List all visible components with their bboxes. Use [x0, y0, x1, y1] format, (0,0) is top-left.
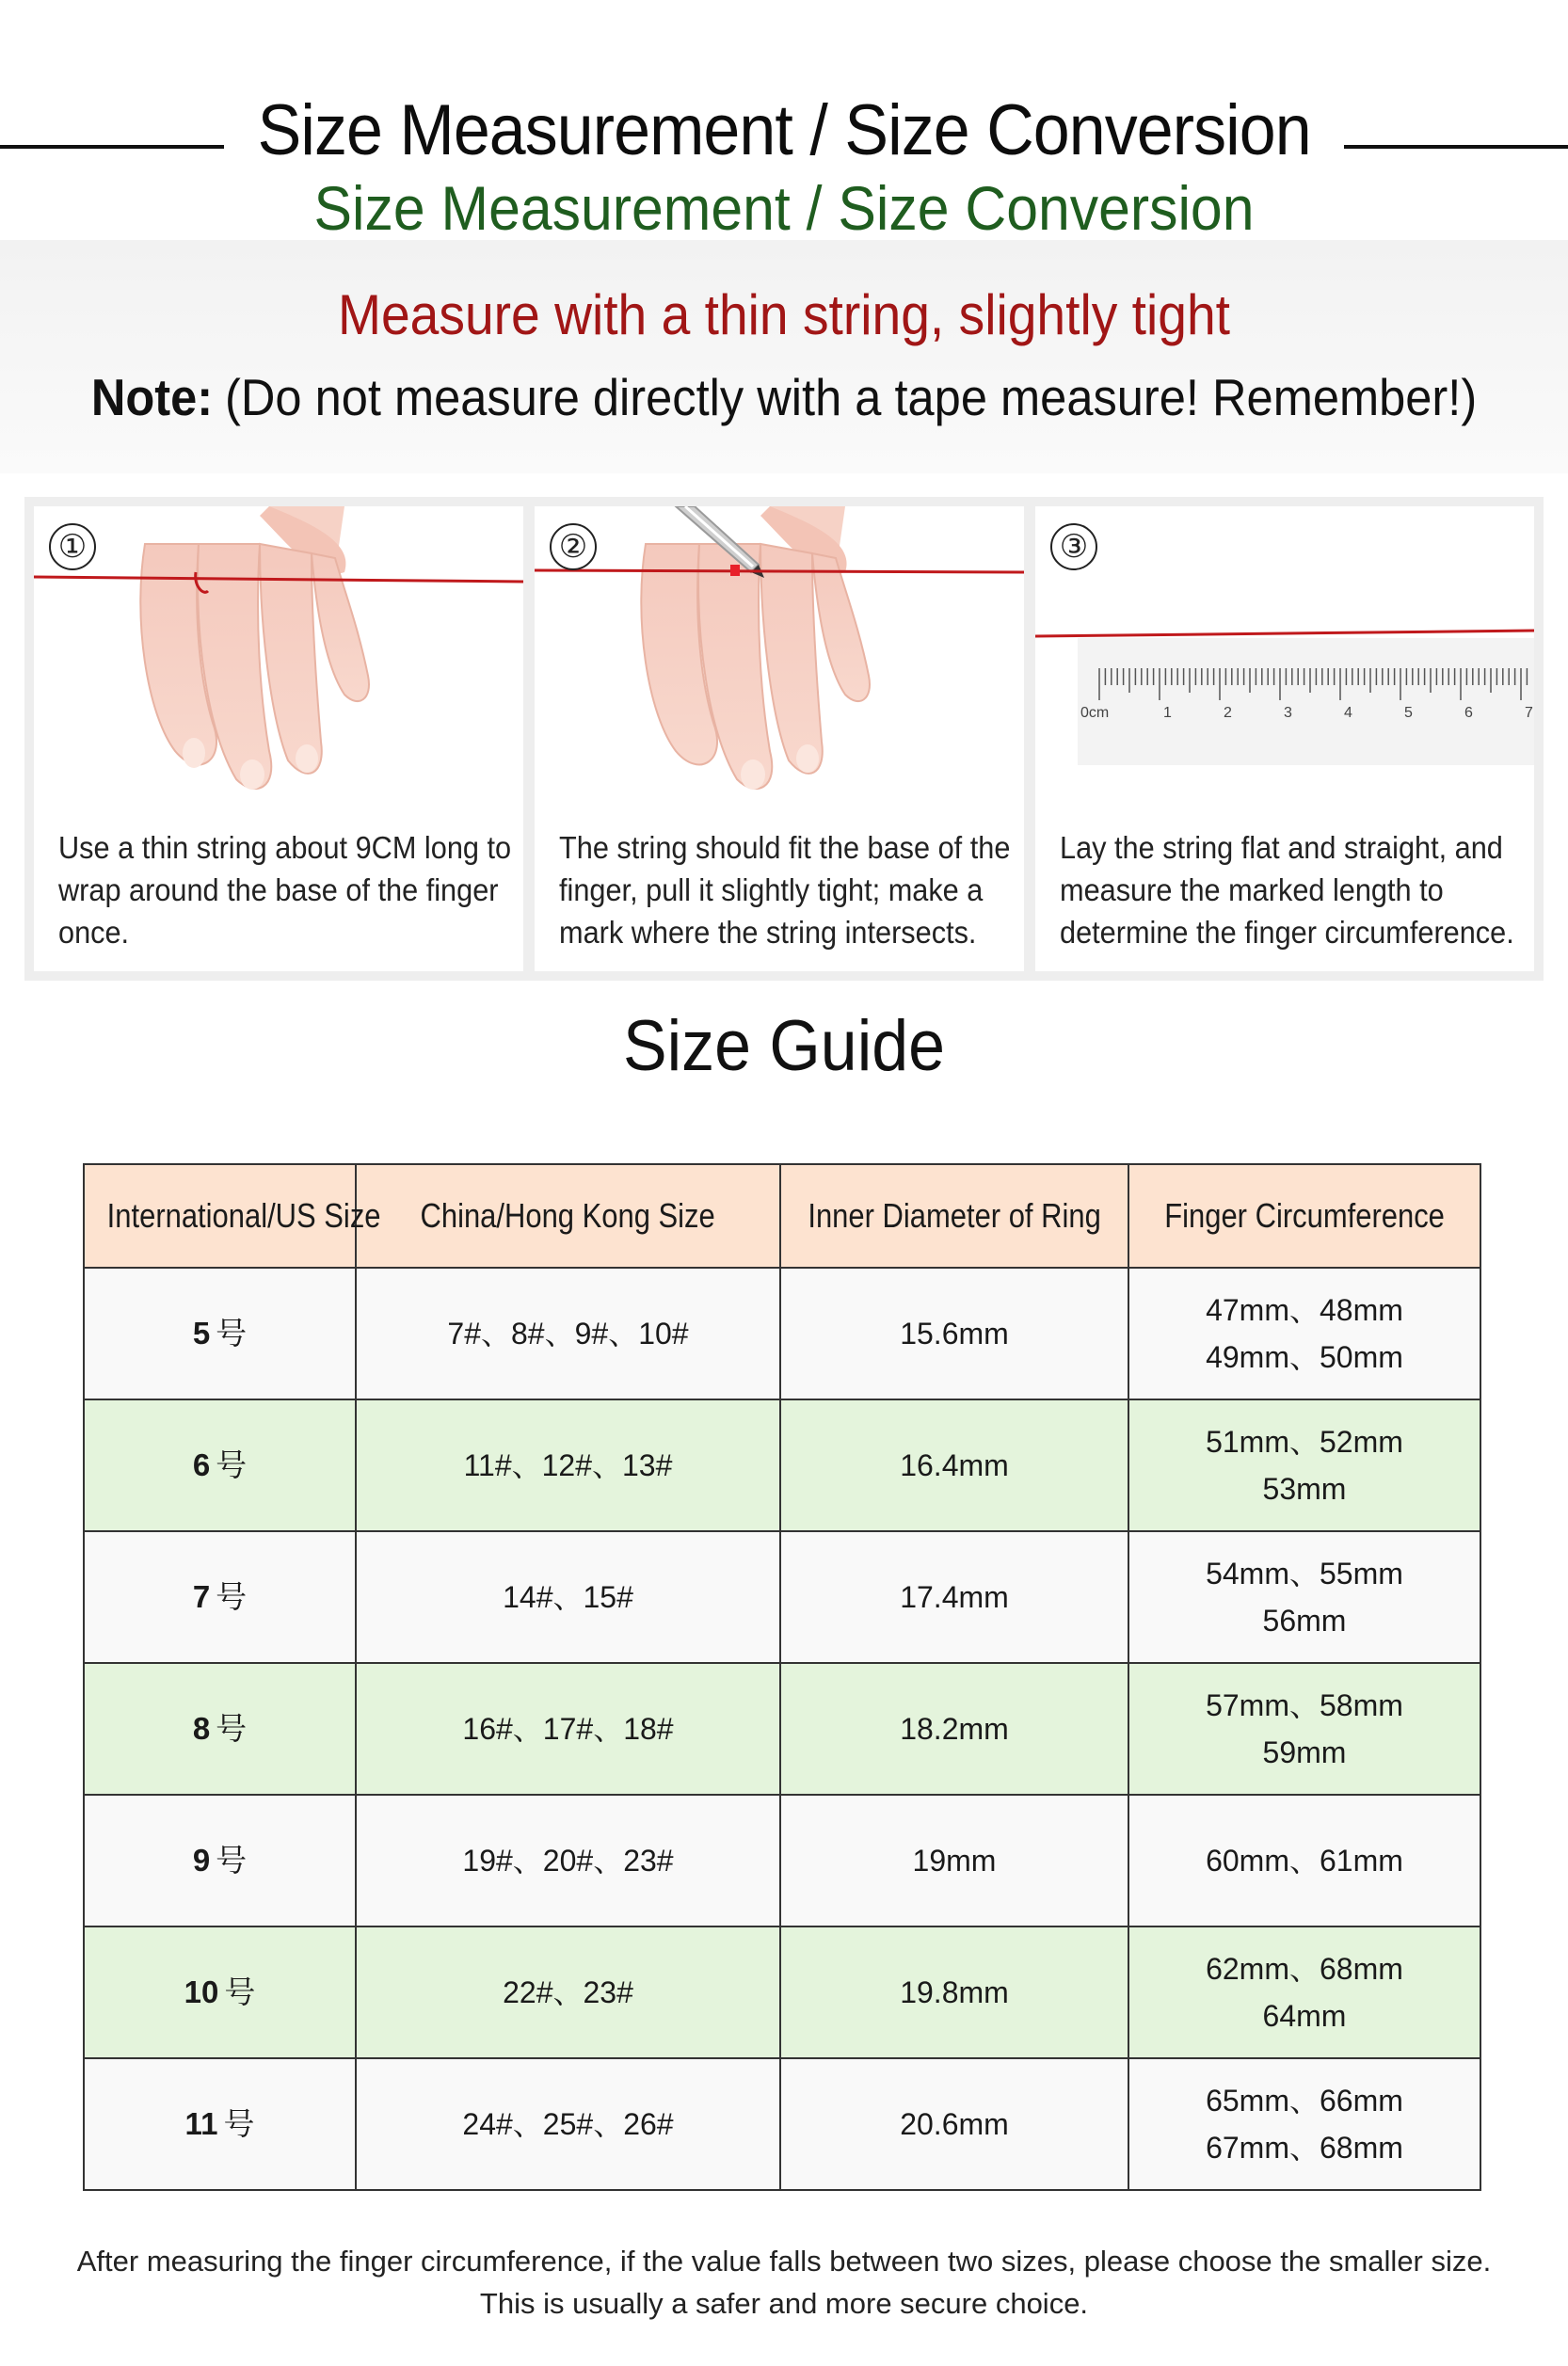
cell-us-size: [84, 1663, 356, 1795]
table-row: [84, 1663, 1480, 1795]
table-row: [84, 1399, 1480, 1531]
cell-us-size: [84, 2058, 356, 2190]
cell-inner-diameter: 20.6mm: [780, 2058, 1128, 2190]
cell-china-size: 19#、20#、23#: [356, 1795, 780, 1926]
table-row: [84, 1926, 1480, 2058]
us-size-number: 8: [192, 1711, 211, 1746]
header-rule-left: [0, 145, 224, 149]
step-card-3: [1035, 506, 1534, 971]
step-text-1: Use a thin string about 9CM long to wrap around the base of the finger once.: [58, 830, 512, 950]
cell-inner-diameter: 17.4mm: [780, 1531, 1128, 1663]
page-title: Size Measurement / Size Conversion: [257, 89, 1311, 170]
us-size-suffix: 号: [216, 1711, 248, 1746]
us-size-number: 6: [192, 1447, 211, 1482]
ruler-label: 7: [1525, 705, 1533, 721]
header-inner-diameter: Inner Diameter of Ring: [780, 1164, 1128, 1268]
table-row: [84, 1268, 1480, 1399]
step-card-1: [34, 506, 523, 971]
circumference-line-1: 54mm、55mm: [1206, 1557, 1403, 1591]
note-label: Note:: [90, 368, 214, 426]
cell-us-size: [84, 1399, 356, 1531]
ruler-label: 5: [1404, 705, 1413, 721]
circumference-line-1: 57mm、58mm: [1206, 1688, 1403, 1722]
table-row: [84, 2058, 1480, 2190]
header-china-size: China/Hong Kong Size: [356, 1164, 780, 1268]
step-text-2: The string should fit the base of the finger, pull it slightly tight; make a mark where the string intersects.: [559, 830, 1011, 950]
cell-inner-diameter: 19.8mm: [780, 1926, 1128, 2058]
header-us-size: International/US Size: [84, 1164, 356, 1268]
us-size-suffix: 号: [216, 1843, 248, 1878]
cell-us-size: [84, 1926, 356, 2058]
circumference-line-2: 64mm: [1262, 1999, 1347, 2033]
size-guide-table: [83, 1163, 1481, 2191]
step-number-2: ②: [550, 523, 597, 570]
mark-string-illustration: [535, 506, 1024, 803]
cell-finger-circumference: [1128, 1663, 1480, 1795]
footer-note: [0, 2240, 1568, 2325]
us-size-number: 9: [192, 1843, 211, 1878]
circumference-line-1: 51mm、52mm: [1206, 1425, 1403, 1459]
cell-finger-circumference: [1128, 2058, 1480, 2190]
circumference-line-2: 53mm: [1262, 1472, 1347, 1506]
cell-china-size: 24#、25#、26#: [356, 2058, 780, 2190]
ruler-label: 3: [1284, 705, 1292, 721]
size-guide-title: Size Guide: [622, 1006, 946, 1086]
page-header: [0, 83, 1568, 177]
cell-china-size: 11#、12#、13#: [356, 1399, 780, 1531]
circumference-line-1: 60mm、61mm: [1206, 1844, 1403, 1878]
subtitle-band: [0, 240, 1568, 473]
us-size-suffix: 号: [223, 2106, 255, 2141]
circumference-line-2: 59mm: [1262, 1735, 1347, 1769]
cell-china-size: 14#、15#: [356, 1531, 780, 1663]
cell-finger-circumference: [1128, 1926, 1480, 2058]
ruler-label: 4: [1344, 705, 1352, 721]
cell-us-size: [84, 1531, 356, 1663]
us-size-suffix: 号: [216, 1579, 248, 1614]
finger-wrap-illustration: [34, 506, 523, 803]
step-card-2: [535, 506, 1024, 971]
cell-us-size: [84, 1795, 356, 1926]
ruler-label: 2: [1224, 705, 1232, 721]
ruler-illustration: [1035, 506, 1534, 803]
us-size-number: 10: [184, 1974, 219, 2009]
footer-line-1: After measuring the finger circumference, if the value falls between two sizes, please choose the smaller size.: [76, 2245, 1492, 2278]
us-size-suffix: 号: [216, 1316, 248, 1351]
table-row: [84, 1531, 1480, 1663]
header-finger-circumference: Finger Circumference: [1128, 1164, 1480, 1268]
circumference-line-2: 49mm、50mm: [1206, 1340, 1403, 1374]
cell-finger-circumference: [1128, 1399, 1480, 1531]
cell-inner-diameter: 19mm: [780, 1795, 1128, 1926]
circumference-line-2: 67mm、68mm: [1206, 2131, 1403, 2165]
header-rule-right: [1344, 145, 1568, 149]
footer-line-2: This is usually a safer and more secure choice.: [479, 2287, 1089, 2320]
cell-inner-diameter: 18.2mm: [780, 1663, 1128, 1795]
cell-us-size: [84, 1268, 356, 1399]
page-subtitle: Size Measurement / Size Conversion: [313, 173, 1255, 243]
us-size-number: 5: [192, 1316, 211, 1351]
cell-finger-circumference: [1128, 1531, 1480, 1663]
ruler-label: 6: [1464, 705, 1473, 721]
us-size-suffix: 号: [216, 1447, 248, 1482]
ruler-label: 1: [1163, 705, 1172, 721]
cell-inner-diameter: 16.4mm: [780, 1399, 1128, 1531]
us-size-number: 7: [192, 1579, 211, 1614]
table-row: [84, 1795, 1480, 1926]
table-header-row: [84, 1164, 1480, 1268]
circumference-line-1: 65mm、66mm: [1206, 2084, 1403, 2118]
circumference-line-2: 56mm: [1262, 1604, 1347, 1638]
steps-panel: [24, 497, 1544, 981]
cell-china-size: 7#、8#、9#、10#: [356, 1268, 780, 1399]
circumference-line-1: 47mm、48mm: [1206, 1293, 1403, 1327]
measure-instruction: Measure with a thin string, slightly tight: [337, 283, 1231, 346]
cell-finger-circumference: [1128, 1795, 1480, 1926]
us-size-suffix: 号: [224, 1974, 256, 2009]
note-text: (Do not measure directly with a tape measure! Remember!): [224, 368, 1478, 426]
cell-china-size: 22#、23#: [356, 1926, 780, 2058]
note-line: [63, 367, 1506, 427]
us-size-number: 11: [184, 2106, 218, 2141]
step-text-3: Lay the string flat and straight, and measure the marked length to determine the finger circumference.: [1060, 830, 1514, 950]
cell-inner-diameter: 15.6mm: [780, 1268, 1128, 1399]
step-number-1: ①: [49, 523, 96, 570]
step-number-3: ③: [1050, 523, 1097, 570]
circumference-line-1: 62mm、68mm: [1206, 1952, 1403, 1986]
cell-china-size: 16#、17#、18#: [356, 1663, 780, 1795]
ruler-label: 0cm: [1080, 705, 1110, 721]
cell-finger-circumference: [1128, 1268, 1480, 1399]
